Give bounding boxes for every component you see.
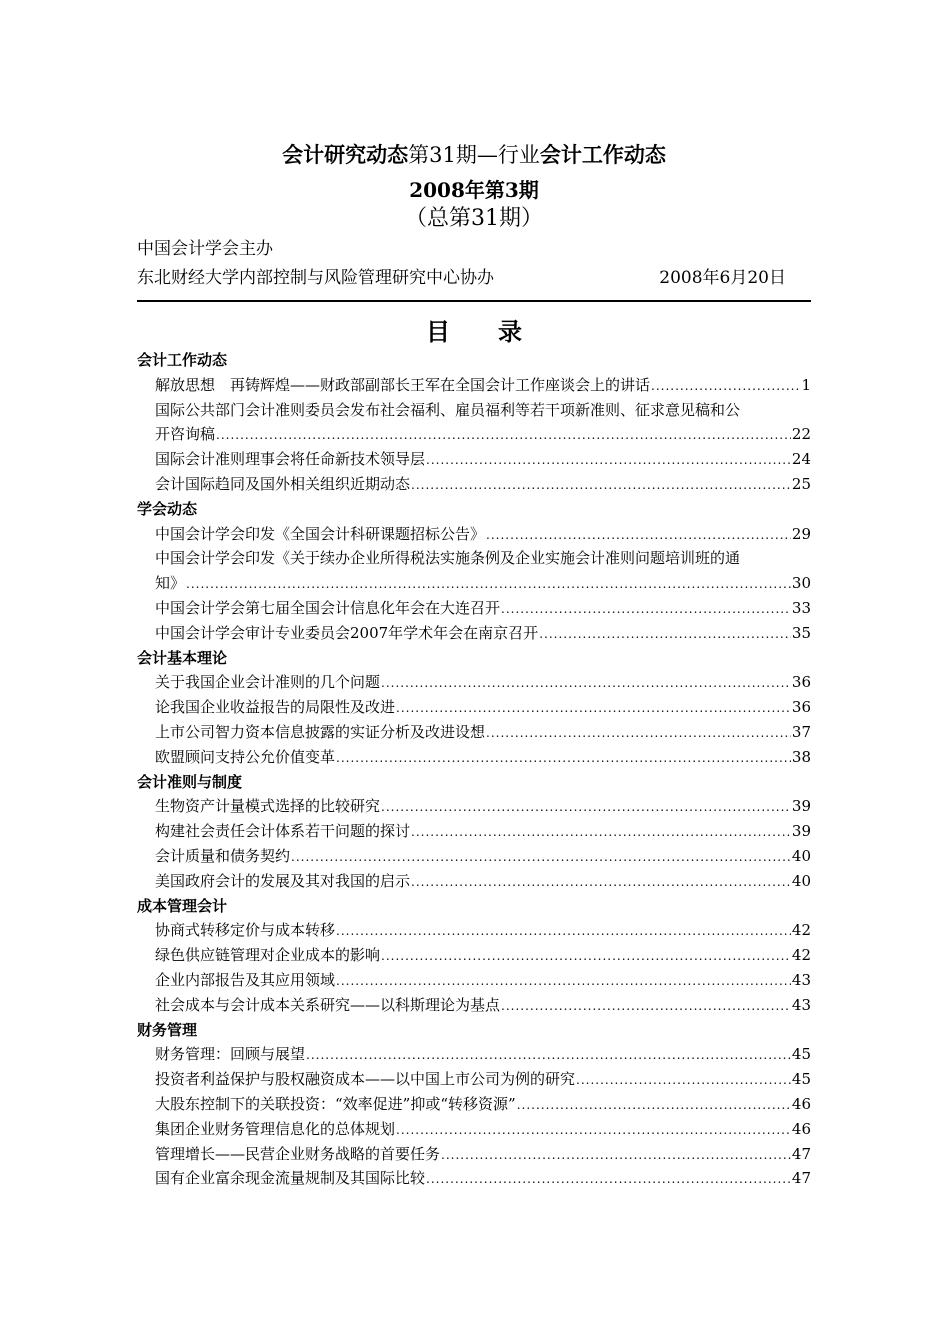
toc-entry-title: 企业内部报告及其应用领域 (155, 970, 336, 989)
toc-entry-line (155, 745, 811, 770)
toc-entry-line (155, 670, 811, 695)
toc-leader-dots (381, 944, 791, 969)
toc-entry-line (155, 546, 811, 571)
toc-section-heading: 会计工作动态 (137, 351, 228, 369)
toc-entry[interactable] (155, 522, 811, 547)
toc-entry-title: 集团企业财务管理信息化的总体规划 (155, 1119, 396, 1138)
toc-section-heading: 会计基本理论 (137, 648, 228, 667)
toc-entry-title: 会计国际趋同及国外相关组织近期动态 (155, 474, 411, 493)
toc-page-number: 24 (791, 450, 811, 469)
toc-entry-line (155, 1042, 811, 1067)
toc-page-number: 39 (791, 797, 811, 816)
toc-leader-dots (539, 622, 791, 647)
toc-entry[interactable] (155, 745, 811, 770)
toc-leader-dots (517, 1093, 791, 1118)
toc-entry[interactable] (155, 1042, 811, 1067)
toc-entry-title: 中国会计学会第七届全国会计信息化年会在大连召开 (155, 598, 501, 617)
toc-entry-title: 投资者利益保护与股权融资成本——以中国上市公司为例的研究 (155, 1070, 576, 1089)
toc-entry-title: 协商式转移定价与成本转移 (155, 921, 336, 940)
title-part-2: 第31期—行业 (408, 143, 540, 167)
journal-title (137, 140, 811, 170)
toc-leader-dots (411, 870, 791, 895)
toc-entry-line (155, 844, 811, 869)
toc-entry-title: 关于我国企业会计准则的几个问题 (155, 673, 381, 692)
toc-entry[interactable] (155, 869, 811, 894)
toc-page-number: 40 (791, 846, 811, 865)
toc-entry-title: 欧盟顾问支持公允价值变革 (155, 747, 336, 766)
toc-page-number: 46 (791, 1119, 811, 1138)
toc-entry[interactable] (155, 943, 811, 968)
toc-leader-dots (501, 994, 791, 1019)
toc-page-number: 40 (791, 871, 811, 890)
toc-entry[interactable] (155, 472, 811, 497)
toc-entry-line (155, 522, 811, 547)
title-part-3: 会计工作动态 (539, 142, 666, 167)
toc-entry-title: 构建社会责任会计体系若干问题的探讨 (155, 822, 411, 841)
toc-entry-title: 社会成本与会计成本关系研究——以科斯理论为基点 (155, 995, 501, 1014)
publication-date: 2008年6月20日 (659, 268, 786, 288)
toc-entry-line (155, 472, 811, 497)
toc-entry-title: 解放思想 再铸辉煌——财政部副部长王军在全国会计工作座谈会上的讲话 (155, 375, 651, 394)
toc-leader-dots (336, 746, 791, 771)
toc-entry-line (155, 447, 811, 472)
toc-leader-dots (291, 845, 791, 870)
toc-entry-line (155, 695, 811, 720)
toc-page-number: 42 (791, 946, 811, 965)
toc-title: 目录 (426, 317, 570, 346)
header-divider (137, 300, 811, 302)
toc-leader-dots (396, 696, 791, 721)
table-of-contents (137, 348, 811, 1191)
toc-entry[interactable] (155, 1092, 811, 1117)
toc-entry[interactable] (155, 398, 811, 448)
toc-entry[interactable] (155, 1166, 811, 1191)
toc-leader-dots (486, 721, 791, 746)
toc-entry-title: 开咨询稿 (155, 425, 216, 444)
toc-entry[interactable] (155, 794, 811, 819)
toc-entry-title: 管理增长——民营企业财务战略的首要任务 (155, 1144, 441, 1163)
issue-number: 2008年第3期 (409, 178, 539, 202)
toc-leader-dots (576, 1068, 791, 1093)
toc-entry-line (155, 720, 811, 745)
toc-entry-line (155, 943, 811, 968)
sponsor-line: 中国会计学会主办 (137, 239, 273, 259)
toc-entry-title: 论我国企业收益报告的局限性及改进 (155, 698, 396, 717)
toc-leader-dots (486, 523, 791, 548)
toc-entry-title: 国有企业富余现金流量规制及其国际比较 (155, 1169, 426, 1188)
toc-leader-dots (426, 448, 791, 473)
toc-page-number: 36 (791, 698, 811, 717)
toc-entry-line (155, 1092, 811, 1117)
toc-entry[interactable] (155, 844, 811, 869)
toc-entry-line (155, 621, 811, 646)
toc-entry-line (155, 422, 811, 447)
toc-entry[interactable] (155, 918, 811, 943)
toc-leader-dots (186, 572, 791, 597)
toc-leader-dots (336, 919, 791, 944)
toc-page-number: 45 (791, 1045, 811, 1064)
toc-entry[interactable] (155, 1067, 811, 1092)
toc-section-heading: 成本管理会计 (137, 896, 228, 915)
toc-leader-dots (381, 671, 791, 696)
toc-page-number: 43 (791, 995, 811, 1014)
toc-page-number: 1 (801, 375, 811, 394)
toc-page-number: 38 (791, 747, 811, 766)
toc-page-number: 29 (791, 524, 811, 543)
toc-entry[interactable] (155, 1117, 811, 1142)
toc-leader-dots (501, 597, 791, 622)
toc-entry-title: 大股东控制下的关联投资：“效率促进”抑或“转移资源” (155, 1094, 516, 1113)
toc-leader-dots (651, 374, 800, 399)
toc-leader-dots (336, 969, 791, 994)
toc-section-heading: 财务管理 (137, 1020, 198, 1039)
toc-entry-line (155, 1117, 811, 1142)
toc-entry-line (155, 869, 811, 894)
cosponsor-line: 东北财经大学内部控制与风险管理研究中心协办 (137, 268, 494, 288)
toc-leader-dots (411, 820, 791, 845)
toc-entry[interactable] (155, 695, 811, 720)
toc-page-number: 36 (791, 673, 811, 692)
toc-leader-dots (396, 1118, 791, 1143)
toc-section-heading: 学会动态 (137, 499, 198, 518)
toc-entry-title: 美国政府会计的发展及其对我国的启示 (155, 871, 411, 890)
toc-page-number: 30 (791, 574, 811, 593)
toc-entry-line (155, 1166, 811, 1191)
toc-leader-dots (216, 423, 791, 448)
toc-section-heading: 会计准则与制度 (137, 772, 243, 791)
toc-entry-line (155, 373, 811, 398)
total-issue-number: （总第31期） (405, 206, 543, 231)
toc-entry[interactable] (155, 373, 811, 398)
toc-page-number: 43 (791, 970, 811, 989)
toc-leader-dots (441, 1143, 791, 1168)
toc-entry[interactable] (155, 720, 811, 745)
toc-entry-line (155, 571, 811, 596)
toc-entry[interactable] (155, 447, 811, 472)
toc-entry[interactable] (155, 546, 811, 596)
toc-entry-line (155, 1142, 811, 1167)
toc-page-number: 47 (791, 1144, 811, 1163)
toc-leader-dots (306, 1043, 791, 1068)
toc-entry-title: 绿色供应链管理对企业成本的影响 (155, 946, 381, 965)
toc-page-number: 33 (791, 598, 811, 617)
toc-entry-line (155, 819, 811, 844)
toc-page-number: 25 (791, 474, 811, 493)
toc-page-number: 37 (791, 722, 811, 741)
toc-entry[interactable] (155, 621, 811, 646)
toc-entry-line (155, 794, 811, 819)
toc-page-number: 35 (791, 623, 811, 642)
toc-entry-title: 国际公共部门会计准则委员会发布社会福利、雇员福利等若干项新准则、征求意见稿和公 (155, 400, 741, 419)
toc-entry-title: 上市公司智力资本信息披露的实证分析及改进设想 (155, 722, 486, 741)
toc-leader-dots (411, 473, 791, 498)
toc-entry[interactable] (155, 968, 811, 993)
toc-entry-line (155, 993, 811, 1018)
toc-entry[interactable] (155, 670, 811, 695)
toc-entry[interactable] (155, 819, 811, 844)
toc-entry-line (155, 1067, 811, 1092)
toc-entry-title: 知》 (155, 574, 186, 593)
toc-entry-line (155, 918, 811, 943)
toc-entry-title: 财务管理：回顾与展望 (155, 1045, 306, 1064)
toc-page-number: 39 (791, 822, 811, 841)
toc-page-number: 47 (791, 1169, 811, 1188)
toc-entry-title: 国际会计准则理事会将任命新技术领导层 (155, 450, 426, 469)
toc-entry[interactable] (155, 993, 811, 1018)
toc-entry-line (155, 968, 811, 993)
toc-entry-title: 中国会计学会印发《关于续办企业所得税法实施条例及企业实施会计准则问题培训班的通 (155, 549, 741, 568)
toc-page-number: 45 (791, 1070, 811, 1089)
toc-entry-title: 会计质量和债务契约 (155, 846, 291, 865)
toc-page-number: 46 (791, 1094, 811, 1113)
toc-leader-dots (426, 1167, 791, 1192)
toc-leader-dots (381, 795, 791, 820)
toc-entry[interactable] (155, 1142, 811, 1167)
toc-page-number: 42 (791, 921, 811, 940)
toc-entry-line (155, 596, 811, 621)
toc-page-number: 22 (791, 425, 811, 444)
toc-entry-title: 中国会计学会印发《全国会计科研课题招标公告》 (155, 524, 486, 543)
toc-entry-title: 生物资产计量模式选择的比较研究 (155, 797, 381, 816)
toc-entry[interactable] (155, 596, 811, 621)
toc-entry-line (155, 398, 811, 423)
toc-entry-title: 中国会计学会审计专业委员会2007年学术年会在南京召开 (155, 623, 539, 642)
title-part-1: 会计研究动态 (282, 142, 409, 167)
